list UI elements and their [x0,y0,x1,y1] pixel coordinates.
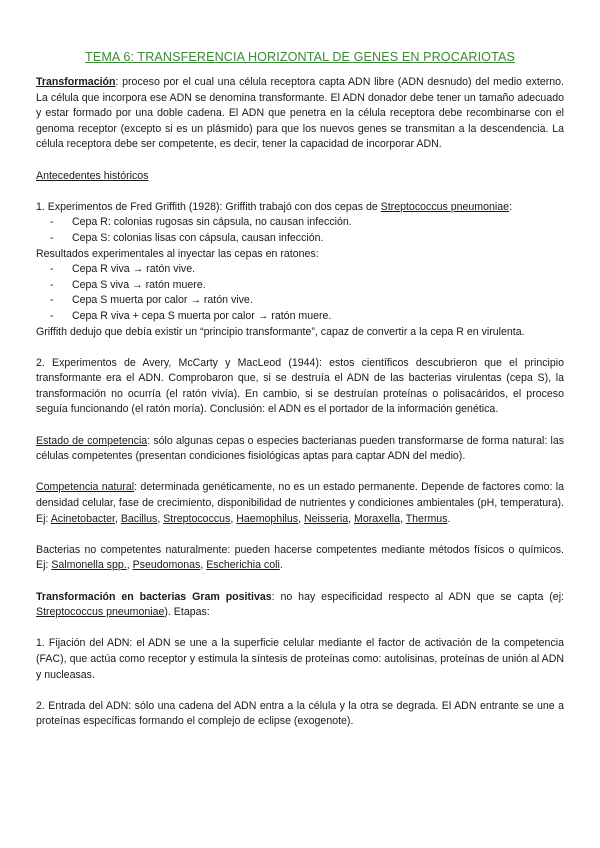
list-item: - Cepa R: colonias rugosas sin cápsula, no causan infección. [50,216,352,229]
list-item: - Cepa S muerta por calor → ratón vive. [50,294,253,307]
antecedentes-heading: Antecedentes históricos [36,169,149,182]
genus-name: Bacillus [120,512,158,525]
genus-name: Streptococcus [163,512,231,525]
genus-name: Neisseria [304,512,349,525]
page-title: TEMA 6: TRANSFERENCIA HORIZONTAL DE GENES EN PROCARIOTAS [85,50,515,64]
list-item: - Cepa R viva → ratón vive. [50,263,196,276]
genus-name: Haemophilus [236,512,299,525]
competencia-natural-paragraph: Competencia natural: determinada genéticamente, no es un estado permanente. Depende de factores como: la densidad celular, fase de crecimiento, disponibilidad de nutrientes y condiciones ambientales (pH, temperatura). Ej: Acinetobacter, Bacillus, Streptococcus, Haemophilus, Neisseria, Moraxella, Thermus. [36,481,564,525]
etapa-1-paragraph: 1. Fijación del ADN: el ADN se une a la superficie celular mediante el factor de activación de la competencia (FAC), que actúa como receptor y estimula la síntesis de proteínas como: autolisinas, proteínas de unión al ADN y nucleasas. [36,637,564,681]
no-competentes-paragraph: Bacterias no competentes naturalmente: pueden hacerse competentes mediante métodos físicos o químicos. Ej: Salmonella spp., Pseudomonas, Escherichia coli. [36,543,564,572]
species-name: Streptococcus pneumoniae [380,200,510,213]
avery-paragraph: 2. Experimentos de Avery, McCarty y MacLeod (1944): estos científicos descubrieron que el principio transformante era el ADN. Comprobaron que, si se destruía el ADN de las bacterias virulentas (cepa S), la transformación no ocurría (el ratón vivía). En cambio, si se destruían proteínas o polisacáridos, el proceso seguía funcionando (el ratón moría). Conclusión: el ADN es el portador de la información genética. [36,356,564,416]
species-name: Salmonella spp. [51,559,127,572]
gram-positivas-term: Transformación en bacterias Gram positivas [36,590,272,603]
list-item: - Cepa S: colonias lisas con cápsula, causan infección. [50,231,324,244]
list-item: - Cepa S viva → ratón muere. [50,278,206,291]
estado-term: Estado de competencia [36,434,148,447]
transformacion-paragraph [36,75,564,153]
species-name: Pseudomonas [132,559,201,572]
results-list [36,262,564,324]
griffith-conclusion: Griffith dedujo que debía existir un “principio transformante”, capaz de convertir a la cepa R en virulenta. [36,325,525,338]
estado-paragraph: Estado de competencia: sólo algunas cepas o especies bacterianas pueden transformarse de forma natural: las células competentes (presentan condiciones fisiológicas aptas para captar ADN del medio). [36,434,565,463]
genus-name: Thermus [405,512,448,525]
species-name: Streptococcus pneumoniae [36,606,165,619]
transformacion-term: Transformación [36,76,116,88]
griffith-intro: 1. Experimentos de Fred Griffith (1928): Griffith trabajó con dos cepas de Streptococcus pneumoniae: [36,200,513,213]
cepas-list [36,215,564,246]
results-intro: Resultados experimentales al inyectar las cepas en ratones: [36,247,319,260]
competencia-term: Competencia natural [36,481,135,494]
genus-name: Moraxella [354,512,400,525]
gram-positivas-paragraph: Transformación en bacterias Gram positivas: no hay especificidad respecto al ADN que se capta (ej: Streptococcus pneumoniae). Etapas: [36,590,564,619]
transformacion-text: : proceso por el cual una célula receptora capta ADN libre (ADN desnudo) del medio externo. La célula que incorpora ese ADN se denomina transformante. El ADN donador debe tener un tamaño adecuado y estar formado por una doble cadena. El ADN que penetra en la célula receptora debe recombinarse con el genoma receptor (excepto si es un plásmido) para que los nuevos genes se transmitan a la descendencia. La célula receptora debe ser competente, es decir, tener la capacidad de incorporar ADN. [36,76,564,151]
genus-name: Acinetobacter [50,512,115,525]
etapa-2-paragraph: 2. Entrada del ADN: sólo una cadena del ADN entra a la célula y la otra se degrada. El ADN entrante se une a proteínas específicas formando el complejo de eclipse (exogenote). [36,699,564,728]
species-name: Escherichia coli [206,559,280,572]
list-item: - Cepa R viva + cepa S muerta por calor → ratón muere. [50,309,332,322]
